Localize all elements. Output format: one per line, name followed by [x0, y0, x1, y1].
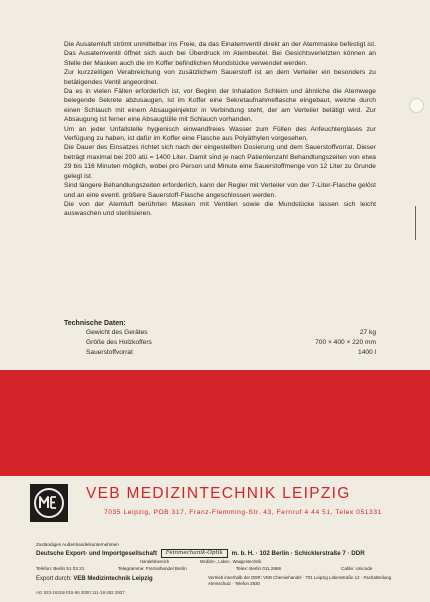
spec-value: 1400 l — [358, 349, 376, 356]
contact-line — [36, 566, 388, 574]
paragraph: Die von der Atemluft berührten Masken mit Ventilen sowie die Mundstücke lassen sich leicht auswaschen und sterilisieren. — [64, 200, 376, 218]
export-agent-label: Export durch: — [36, 576, 74, 582]
specs-title: Technische Daten: — [64, 320, 126, 327]
medi-logo-icon — [30, 484, 68, 522]
domestic-distribution: Vertrieb innerhalb der DDR: VEB Chemiehandel · 701 Leipzig Lükenstraße 12 · Fachabteilung Atemschutz · Telefon 2930 — [208, 575, 392, 586]
edge-mark — [415, 206, 418, 240]
export-company-left: Deutsche Export- und Importgesellschaft — [36, 550, 158, 557]
medi-logo — [30, 484, 68, 522]
company-name: VEB MEDIZINTECHNIK LEIPZIG — [86, 485, 351, 502]
export-company-line — [36, 549, 365, 559]
export-sub-right: Medizin-, Labor-, Waagentechnik — [200, 559, 262, 564]
spec-label: Größe des Holzkoffers — [86, 339, 152, 346]
export-agent — [36, 576, 153, 582]
export-company-right: m. b. H. · 102 Berlin · Schicklerstraße 7 · DDR — [231, 550, 365, 557]
spec-row-size — [86, 339, 376, 349]
print-code: AG 523-16318-016-66 3000 111-18-282 2937 — [36, 590, 125, 595]
phone-text: Telefon: Berlin 51 03 21 — [36, 566, 85, 571]
body-text — [64, 40, 376, 219]
spec-row-oxygen — [86, 349, 376, 359]
paragraph: Die Ausatemluft strömt unmittelbar ins Freie, da das Einatemventil direkt an der Atemmaske befestigt ist. Das Ausatemventil öffnet sich auch bei Überdruck im Atembeutel. Bei Gesichtsverletzten können an Stelle der Masken auch die im Koffer befindlichen Mundstücke verwendet werden. — [64, 41, 376, 67]
telegram-text: Telegramme: Frezoshandel Berlin — [118, 566, 187, 571]
paragraph: Um an jeder Unfallstelle hygienisch einwandfreies Wasser zum Füllen des Anfeuchterglases zur Verfügung zu haben, ist dafür im Koffer eine Flasche aus Polyäthylen vorgesehen. — [64, 125, 376, 143]
telex-text: Telex: Berlin 011 2866 — [236, 566, 282, 571]
punch-hole — [409, 98, 424, 113]
export-caption: Zuständiges Außenhandelsunternehmen — [36, 542, 119, 547]
spec-label: Sauerstoffvorrat — [86, 349, 133, 356]
signature-box: Feinmechanik-Optik — [161, 549, 228, 558]
spec-value: 27 kg — [359, 329, 376, 336]
export-agent-name: VEB Medizintechnik Leipzig — [73, 576, 153, 582]
paragraph: Die Dauer des Einsatzes richtet sich nach der eingestellten Dosierung und dem Sauerstoffvorrat. Dieser beträgt maximal bei 200 atü = 1400 Liter. Damit sind je nach Patientenzahl Behandlungszeiten von etwa 29 bis 116 Minuten möglich, wobei pro Person und Minute eine Sauerstoffmenge von 12 Liter zu Grunde gelegt ist. — [64, 144, 376, 180]
paragraph: Zur kurzzeitigen Verabreichung von zusätzlichem Sauerstoff ist an dem Verteiler ein besonders zu betätigendes Ventil angeordnet. — [64, 69, 376, 86]
spec-row-weight — [86, 329, 376, 339]
paragraph: Da es in vielen Fällen erforderlich ist, vor Beginn der Inhalation Schleim und ähnliche die Atemwege belegende Sekrete abzusaugen, ist im Koffer eine Sekretaufnahmeflasche eingebaut, welche durch einen Schlauch mit einem Absaugeinjektor in Verbindung steht, der am Verteiler betätigt wird. Zur Absaugung ist ferner eine Absaugtülle mit Schlauch vorhanden. — [64, 88, 376, 124]
cable-text: Cable: Unicode — [341, 566, 373, 571]
spec-value: 700 × 400 × 220 mm — [315, 339, 376, 346]
spec-label: Gewicht des Gerätes — [86, 329, 148, 336]
red-color-band — [0, 370, 430, 476]
company-address: 7035 Leipzig, POB 317, Franz-Flemming-Str. 43, Fernruf 4 44 51, Telex 051331 — [104, 509, 382, 516]
paragraph: Sind längere Behandlungszeiten erforderlich, kann der Regler mit Verteiler von der 7-Liter-Flasche gelöst und an eine eventl. größere Sauerstoff-Flasche angeschlossen werden. — [64, 182, 376, 199]
export-sub-left: Handelsbereich — [140, 559, 170, 564]
